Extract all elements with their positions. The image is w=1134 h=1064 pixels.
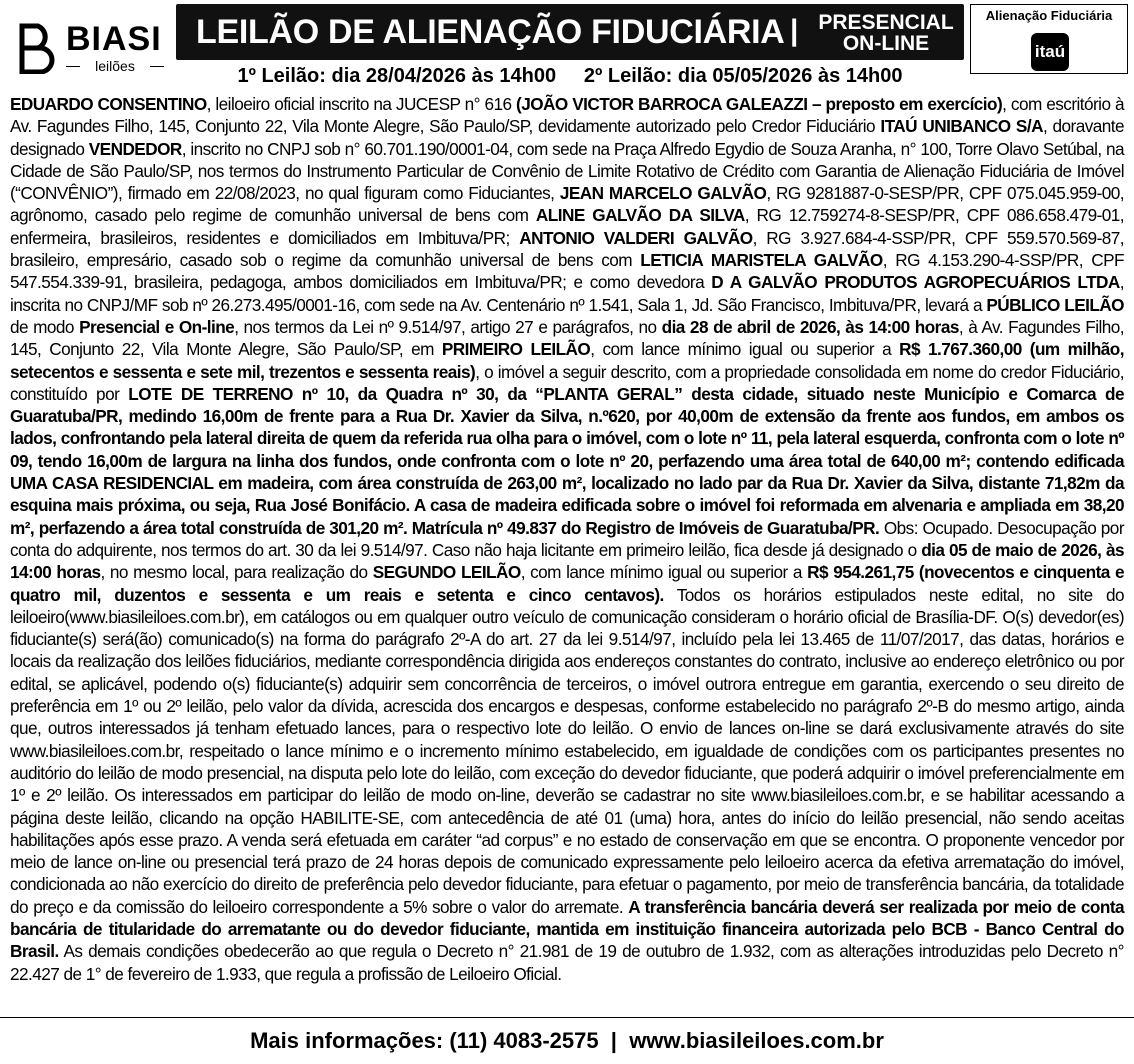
- body-text: de modo: [10, 316, 80, 337]
- body-text: , doravante designado: [10, 116, 1124, 159]
- second-auction-date: dia 05 de maio de 2026, às 14:00 horas: [10, 539, 1124, 583]
- first-auction-minimum-bid: R$ 1.767.360,00 (um milhão, setecentos e sessenta e sete mil, trezentos e sessenta reais): [10, 339, 1124, 382]
- body-text: , RG 3.927.684-4-SSP/PR, CPF 559.570.569-87, brasileiro, empresário, casado sob o regime da comunhão universal de bens com: [10, 227, 1124, 271]
- auction-mode-text: Presencial e On-line: [79, 316, 235, 337]
- body-text: , leiloeiro oficial inscrito na JUCESP n° 616: [206, 94, 517, 114]
- auctioneer-name: EDUARDO CONSENTINO: [10, 94, 207, 114]
- auction-dates: 1º Leilão: dia 28/04/2026 às 14h00 2º Leilão: dia 05/05/2026 às 14h00: [237, 65, 903, 87]
- body-text: , à Av. Fagundes Filho, 145, Conjunto 22, Vila Monte Alegre, São Paulo/SP, em: [10, 316, 1125, 360]
- body-text: , o imóvel a seguir descrito, com a propriedade consolidada em nome do credor Fiduciário, constituído por: [10, 361, 1124, 404]
- auction-mode: [816, 12, 956, 54]
- body-text: , inscrito no CNPJ sob n° 60.701.190/0001-04, com sede na Praça Alfredo Egydio de Souza Aranha, n° 100, Torre Olavo Setúbal, na Cidade de São Paulo/SP, nos termos do Instrumento Particular de Convênio de Limite Rotativo de Crédito com Garantia de Alienação Fiduciária de Imóvel (“CONVÊNIO”), firmado em 22/08/2023, no qual figuram como Fiduciantes,: [10, 138, 1124, 204]
- preposto-name: (JOÃO VICTOR BARROCA GALEAZZI – preposto em exercício): [516, 94, 1003, 114]
- mode-online: ON-LINE: [842, 32, 930, 55]
- public-auction-label: PÚBLICO LEILÃO: [986, 294, 1124, 315]
- body-text: Todos os horários estipulados neste edital, no site do leiloeiro(www.biasileiloes.com.br), em catálogos ou em qualquer outro veículo de comunicação consideram o horário oficial de Brasília-DF. O(s) devedor(es) fiduciante(s) será(ão) comunicado(s) na forma do parágrafo 2º-A do art. 27 da lei 9.514/97, incluído pela lei 13.465 de 11/07/2017, das datas, horários e locais da realização dos leilões fiduciários, mediante correspondência dirigida aos endereços constantes do contrato, inclusive ao endereço eletrônico ou por edital, se aplicável, podendo o(s) fiduciante(s) adquirir sem concorrência de terceiros, o imóvel outrora entregue em garantia, exercendo o seu direito de preferência em 1º ou 2º leilão, pelo valor da dívida, acrescida dos encargos e despesas, conforme estabelecido no parágrafo 2º-B do mesmo artigo, ainda que, outros interessados já tenham efetuado lances, para o respectivo lote do leilão. O envio de lances on-line se dará exclusivamente através do site www.biasileiloes.com.br, respeitado o lance mínimo e o incremento mínimo estabelecido, em igualdade de condições com os participantes presentes no auditório do leilão de modo presencial, na disputa pelo lote do leilão, com exceção do devedor fiduciante, que poderá adquirir o imóvel preferencialmente em 1º e 2º leilão. Os interessados em participar do leilão de modo on-line, deverão se cadastrar no site www.biasileiloes.com.br, e se habilitar acessando a página deste leilão, clicando na opção HABILITE-SE, com antecedência de até 01 (uma) hora, antes do início do leilão presencial, não sendo aceitas habilitações após esse prazo. A venda será efetuada em caráter “ad corpus” e no estado de conservação em que se encontra. O proponente vencedor por meio de lance on-line ou presencial terá prazo de 24 horas depois de comunicado expressamente pelo leiloeiro acerca da efetiva arrematação do imóvel, condicionada ao não exercício do direito de preferência pelo devedor fiduciante, para efetuar o pagamento, por meio de transferência bancária, da totalidade do preço e da comissão do leiloeiro correspondente a 5% sobre o valor do arremate.: [10, 584, 1124, 917]
- bank-box: [970, 4, 1128, 74]
- itau-logo-icon: itaú: [1031, 33, 1069, 71]
- footer-contact: Mais informações: (11) 4083-2575 | www.biasileiloes.com.br: [0, 1017, 1134, 1064]
- body-text: , com lance mínimo igual ou superior a: [520, 562, 808, 583]
- creditor-name: ITAÚ UNIBANCO S/A: [880, 116, 1043, 137]
- second-auction-label: SEGUNDO LEILÃO: [372, 562, 521, 583]
- body-text: , RG 12.759274-8-SESP/PR, CPF 086.658.479-01, enfermeira, brasileiros, residentes e domiciliados em Imbituva/PR;: [10, 205, 1124, 248]
- body-text: Obs: Ocupado. Desocupação por conta do adquirente, nos termos do art. 30 da lei 9.514/97. Caso não haja licitante em primeiro leilão, fica desde já designado o: [10, 517, 1124, 560]
- body-text: , com lance mínimo igual ou superior a: [590, 339, 900, 360]
- body-text: As demais condições obedecerão ao que regula o Decreto n° 21.981 de 19 de outubro de 1.932, com as alterações introduzidas pelo Decreto n° 22.427 de 1° de fevereiro de 1.933, que regula a profissão de Leiloeiro Oficial.: [10, 941, 1124, 984]
- fiduciante-name: JEAN MARCELO GALVÃO: [559, 183, 767, 204]
- mode-presencial: PRESENCIAL: [818, 11, 954, 34]
- seller-label: VENDEDOR: [88, 138, 182, 159]
- title-banner: [176, 4, 964, 60]
- property-description: LOTE DE TERRENO nº 10, da Quadra nº 30, da “PLANTA GERAL” desta cidade, situado neste Município e Comarca de Guaratuba/PR, medindo 16,00m de frente para a Rua Dr. Xavier da Silva, n.º620, por 40,00m de extensão da frente aos fundos, em ambos os lados, confrontando pela lateral direita de quem da referida rua olha para o imóvel, com o lote nº 11, pela lateral esquerda, confronta com o lote nº 09, tendo 16,00m de largura na linha dos fundos, onde confronta com o lote nº 20, perfazendo uma área total de 640,00 m²; contendo edificada UMA CASA RESIDENCIAL em madeira, com área construída de 263,00 m², localizado no lado par da Rua Dr. Xavier da Silva, distante 71,82m da esquina mais próxima, ou seja, Rua José Bonifácio. A casa de madeira edificada sobre o imóvel foi reformada em alvenaria e ampliada em 38,20 m², perfazendo a área total construída de 301,20 m². Matrícula nº 49.837 do Registro de Imóveis de Guaratuba/PR.: [10, 383, 1125, 538]
- first-auction-label: PRIMEIRO LEILÃO: [441, 339, 591, 360]
- first-auction-date: dia 28 de abril de 2026, às 14:00 horas: [661, 316, 959, 337]
- notice-body: [10, 93, 1124, 985]
- body-text: , RG 9281887-0-SESP/PR, CPF 075.045.959-00, agrônomo, casado pelo regime de comunhão universal de bens com: [10, 183, 1124, 226]
- second-auction-minimum-bid: R$ 954.261,75 (novecentos e cinquenta e quatro mil, duzentos e sessenta e um reais e setenta e cinco centavos).: [10, 562, 1124, 605]
- body-text: , no mesmo local, para realização do: [100, 562, 373, 583]
- bank-label: Alienação Fiduciária: [985, 8, 1113, 23]
- bank-transfer-notice: A transferência bancária deverá ser realizada por meio de conta bancária de titularidade do arrematante ou do devedor fiduciante, mantida em instituição financeira autorizada pelo BCB - Banco Central do Brasil.: [10, 896, 1124, 962]
- body-text: , nos termos da Lei nº 9.514/97, artigo 27 e parágrafos, no: [234, 316, 662, 337]
- fiduciante-name: LETICIA MARISTELA GALVÃO: [640, 250, 883, 271]
- fiduciante-name: ANTONIO VALDERI GALVÃO: [519, 227, 753, 248]
- fiduciante-name: ALINE GALVÃO DA SILVA: [535, 205, 745, 226]
- title-separator: |: [790, 14, 799, 47]
- page-title: LEILÃO DE ALIENAÇÃO FIDUCIÁRIA: [196, 13, 785, 51]
- brand-name: BIASI: [66, 20, 162, 58]
- brand-subtitle: leilões: [66, 58, 164, 74]
- debtor-name: D A GALVÃO PRODUTOS AGROPECUÁRIOS LTDA: [711, 272, 1120, 293]
- body-text: , com escritório à Av. Fagundes Filho, 145, Conjunto 22, Vila Monte Alegre, São Paulo/SP, devidamente autorizado pelo Credor Fiduciário: [10, 94, 1124, 137]
- body-text: , inscrita no CNPJ/MF sob nº 26.273.495/0001-16, com sede na Av. Centenário nº 1.541, Sala 1, Jd. São Francisco, Imbituva/PR, levará a: [10, 272, 1124, 315]
- biasi-monogram-icon: [14, 22, 62, 74]
- biasi-logo: [14, 14, 164, 76]
- body-text: , RG 4.153.290-4-SSP/PR, CPF 547.554.339-91, brasileira, pedagoga, ambos domiciliados em Imbituva/PR; e como devedora: [10, 250, 1124, 293]
